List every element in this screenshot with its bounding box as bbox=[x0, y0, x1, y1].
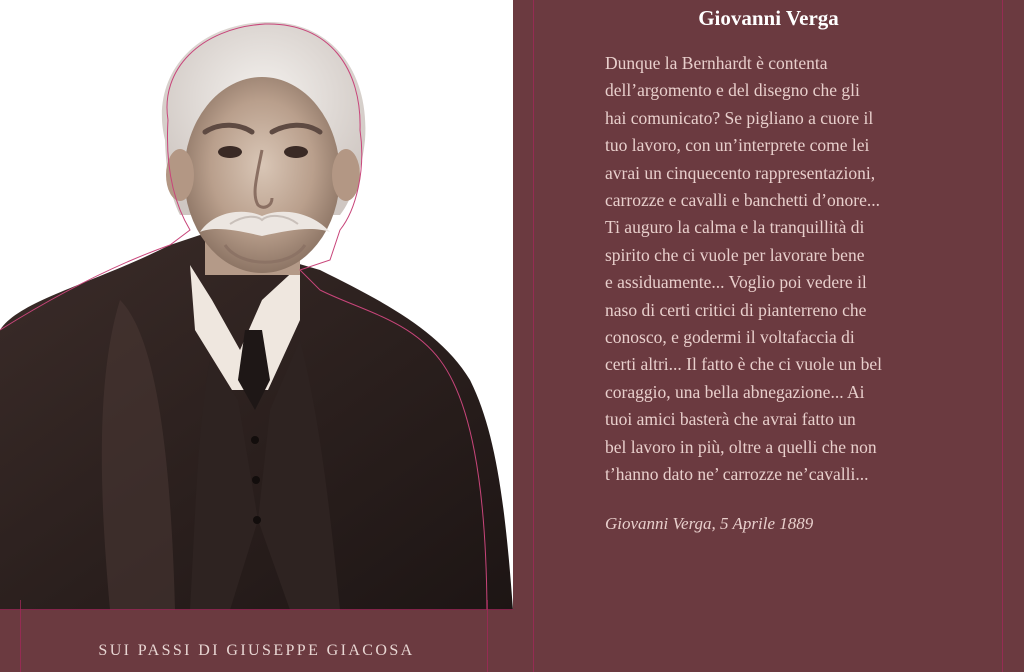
page-title: Giovanni Verga bbox=[698, 6, 839, 30]
letter-line: bel lavoro in più, oltre a quelli che non bbox=[605, 436, 877, 457]
letter-text bbox=[605, 50, 965, 489]
letter-line: tuoi amici basterà che avrai fatto un bbox=[605, 409, 856, 430]
signature-date: Giovanni Verga, 5 Aprile 1889 bbox=[605, 514, 814, 533]
footer-caption: SUI PASSI DI GIUSEPPE GIACOSA bbox=[98, 642, 415, 659]
coat-shape bbox=[0, 235, 513, 610]
guide-line bbox=[20, 600, 21, 672]
letter-line: dell’argomento e del disegno che gli bbox=[605, 80, 860, 101]
letter-line: Dunque la Bernhardt è contenta bbox=[605, 53, 828, 73]
letter-line: Ti auguro la calma e la tranquillità di bbox=[605, 217, 865, 238]
letter-line: tuo lavoro, con un’interprete come lei bbox=[605, 135, 870, 156]
portrait-photo bbox=[0, 0, 513, 610]
letter-line: coraggio, una bella abnegazione... Ai bbox=[605, 381, 865, 402]
letter-line: e assiduamente... Voglio poi vedere il bbox=[605, 272, 867, 293]
guide-line bbox=[533, 0, 534, 672]
guide-line bbox=[0, 609, 513, 610]
footer-band bbox=[0, 610, 513, 672]
right-panel bbox=[513, 0, 1024, 672]
letter-line: hai comunicato? Se pigliano a cuore il bbox=[605, 107, 874, 128]
letter-line: conosco, e godermi il voltafaccia di bbox=[605, 327, 855, 348]
guide-line bbox=[1002, 0, 1003, 672]
letter-line: carrozze e cavalli e banchetti d’onore... bbox=[605, 190, 880, 211]
face bbox=[184, 77, 340, 273]
guide-line bbox=[487, 600, 488, 672]
letter-line: naso di certi critici di pianterreno che bbox=[605, 299, 867, 320]
letter-line: spirito che ci vuole per lavorare bene bbox=[605, 244, 865, 265]
letter-line: t’hanno dato ne’ carrozze ne’cavalli... bbox=[605, 464, 869, 485]
letter-line: avrai un cinquecento rappresentazioni, bbox=[605, 162, 876, 183]
letter-line: certi altri... Il fatto è che ci vuole un bel bbox=[605, 354, 882, 375]
